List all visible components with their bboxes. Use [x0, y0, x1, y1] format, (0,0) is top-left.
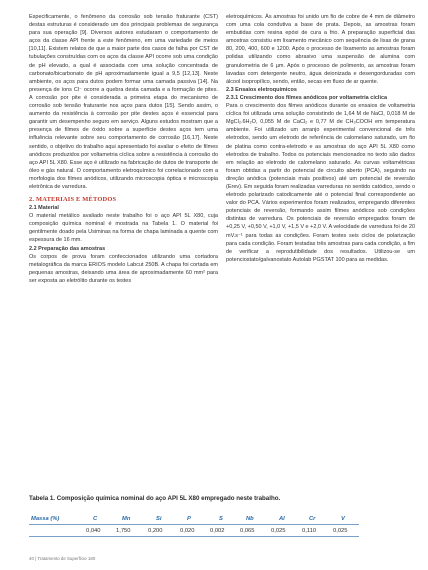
header-cell: Nb — [246, 516, 254, 522]
value-cell: 0,200 — [148, 528, 163, 534]
left-column — [29, 13, 218, 285]
header-cell: Al — [279, 516, 285, 522]
preparation-continued-paragraph: eletroquímicos. Às amostras foi unido um fio de cobre de 4 mm de diâmetro com uma cola condutiva a base de prata. Depois, as amostras foram embutidas com resina epóxi de cura a frio. A preparação superficial das amostras consistiu em lixamento mecânico com sequência de lixas de grana 80, 200, 400, 600 e 1200. Após o processo de lixamento as amostras foram polidas utilizando como abrasivo uma suspensão de alumina com granulometria de 6 µm. Após o processo de polimento, as amostras foram lavadas com detergente neutro, água deionizada e desengorduradas com álcool isopropílico, sendo, então, secas em fluxo de ar quente. — [226, 14, 415, 85]
table-row — [29, 527, 359, 537]
header-cell: V — [341, 516, 345, 522]
header-cell: Cr — [309, 516, 316, 522]
header-cell: P — [187, 516, 191, 522]
subsection-title-preparacao: 2.2 Preparação das amostras — [29, 245, 106, 252]
header-cell: Massa (%) — [31, 516, 60, 522]
value-cell: 0,020 — [180, 528, 195, 534]
value-cell: 0,110 — [302, 528, 317, 534]
header-cell: Mn — [122, 516, 131, 522]
intro-paragraph: Especificamente, o fenômeno da corrosão sob tensão fraturante (CST) destas estruturas é considerado um dos principais problemas de segurança para sua operação [9]. Diversos autores estudaram o comportamento de aços da classe API frente a este fenômeno, em uma variedade de meios [10,11]. Existem relatos de que a maior parte dos casos de falha por CST de tubulações construídas com os aços da classe API ocorre sob uma condição de pH elevado, a qual é associada com uma solução concentrada de carbonato/bicarbonato de pH aproximadamente igual a 9,5 [12,13]. Neste ambiente, os aços para dutos podem formar uma camada passiva [14]. Na presença de íons Cl⁻ ocorre a quebra desta camada e a formação de pites. A corrosão por pite é considerada a primeira etapa do mecanismo de corrosão sob tensão fraturante nos aços para dutos [15]. Sendo assim, o aumento da resistência à corrosão por pite destes aços é essencial para garantir um desempenho seguro em serviço. Alguns estudos mostram que a presença de filmes de óxido sobre a superfície destes aços tem uma influência relevante sobre seu comportamento de corrosão [16,17]. Neste sentido, o objetivo do trabalho aqui apresentado foi avaliar o efeito de filmes anódicos produzidos por voltametria cíclica sobre a resistência à corrosão do aço API 5L X80. Esse aço é utilizado na fabricação de dutos de transporte de óleo e gás natural. O comportamento eletroquímico foi correlacionado com a morfologia dos filmes anódicos, utilizando microscopia óptica e microscopia eletrônica de varredura. — [29, 14, 218, 190]
right-column — [226, 13, 415, 264]
material-paragraph: O material metálico avaliado neste trabalho foi o aço API 5L X80, cuja composição química nominal é mostrada na Tabela 1. O material foi gentilmente doado pela Usiminas na forma de chapa laminada a quente com espessura de 16 mm. — [29, 213, 218, 244]
preparation-paragraph: Os corpos de prova foram confeccionados utilizando uma cortadora metalográfica da marca ERIOS modelo Labcut 250B. A chapa foi cortada em pequenas amostras, deixando uma área de aproximadamente 60 mm² para ser exposta ao eletrólito durante os testes — [29, 253, 218, 284]
section-title-materiais: 2. MATERIAIS E MÉTODOS — [29, 196, 117, 204]
header-cell: Si — [156, 516, 162, 522]
value-cell: 0,065 — [240, 528, 255, 534]
subsection-title-ensaios: 2.3 Ensaios eletroquímicos — [226, 86, 297, 93]
value-cell: 1,750 — [116, 528, 131, 534]
value-cell: 0,025 — [333, 528, 348, 534]
subsection-title-material: 2.1 Material — [29, 205, 59, 212]
header-cell: S — [219, 516, 223, 522]
composition-table — [29, 515, 359, 537]
table-caption: Tabela 1. Composição química nominal do aço API 5L X80 empregado neste trabalho. — [29, 495, 281, 502]
value-cell: 0,025 — [271, 528, 286, 534]
page-footer: 40 | Tratamento de Superfície 180 — [29, 556, 96, 561]
value-cell: 0,002 — [210, 528, 225, 534]
subsection-title-voltametria: 2.3.1 Crescimento dos filmes anódicos por voltametria cíclica — [226, 94, 388, 101]
value-cell: 0,040 — [86, 528, 101, 534]
header-cell: C — [93, 516, 98, 522]
table-header-row — [29, 515, 359, 525]
voltammetry-paragraph: Para o crescimento dos filmes anódicos durante os ensaios de voltametria cíclica foi utilizada uma solução consistindo de 1,64 M de NaCl, 0,018 M de MgCl₂.6H₂O, 0,055 M de CaCl₂ e 0,77 M de CH₃COOH em temperatura ambiente. Foi utilizado um arranjo experimental convencional de três eletrodos, sendo um eletrodo de referência de calomelano saturado, um fio de platina como contra-eletrodo e as amostras do aço API 5L X80 como eletrodos de trabalho. Todos os potenciais mencionados no texto são dados em relação ao eletrodo de calomelano saturado. As curvas voltamétricas foram obtidas a partir do potencial de circuito aberto (PCA), seguindo na direção anódica (potenciais mais positivos) até um potencial de reversão (Erev). Em seguida foram realizadas varreduras no sentido catódico, sendo o eletrodo polarizado catodicamente até o potencial final correspondente ao valor do PCA. Vários experimentos foram realizados, empregando diferentes potenciais de reversão, formando assim filmes anódicos sob condições distintas de varredura. Os potenciais de reversão empregados foram de +0,25 V, +0,50 V, +1,0 V, +1,5 V e +2,0 V. A velocidade de varredura foi de 20 mV.s⁻¹ para todas as condições. Foram testes seis ciclos de polarização para cada condição. Foram testadas três amostras para cada condição, a fim de verificar a reprodutibilidade dos resultados. Utilizou-se um potenciostato/galvanostato Autolab PGSTAT 100 para as medidas. — [226, 103, 415, 263]
